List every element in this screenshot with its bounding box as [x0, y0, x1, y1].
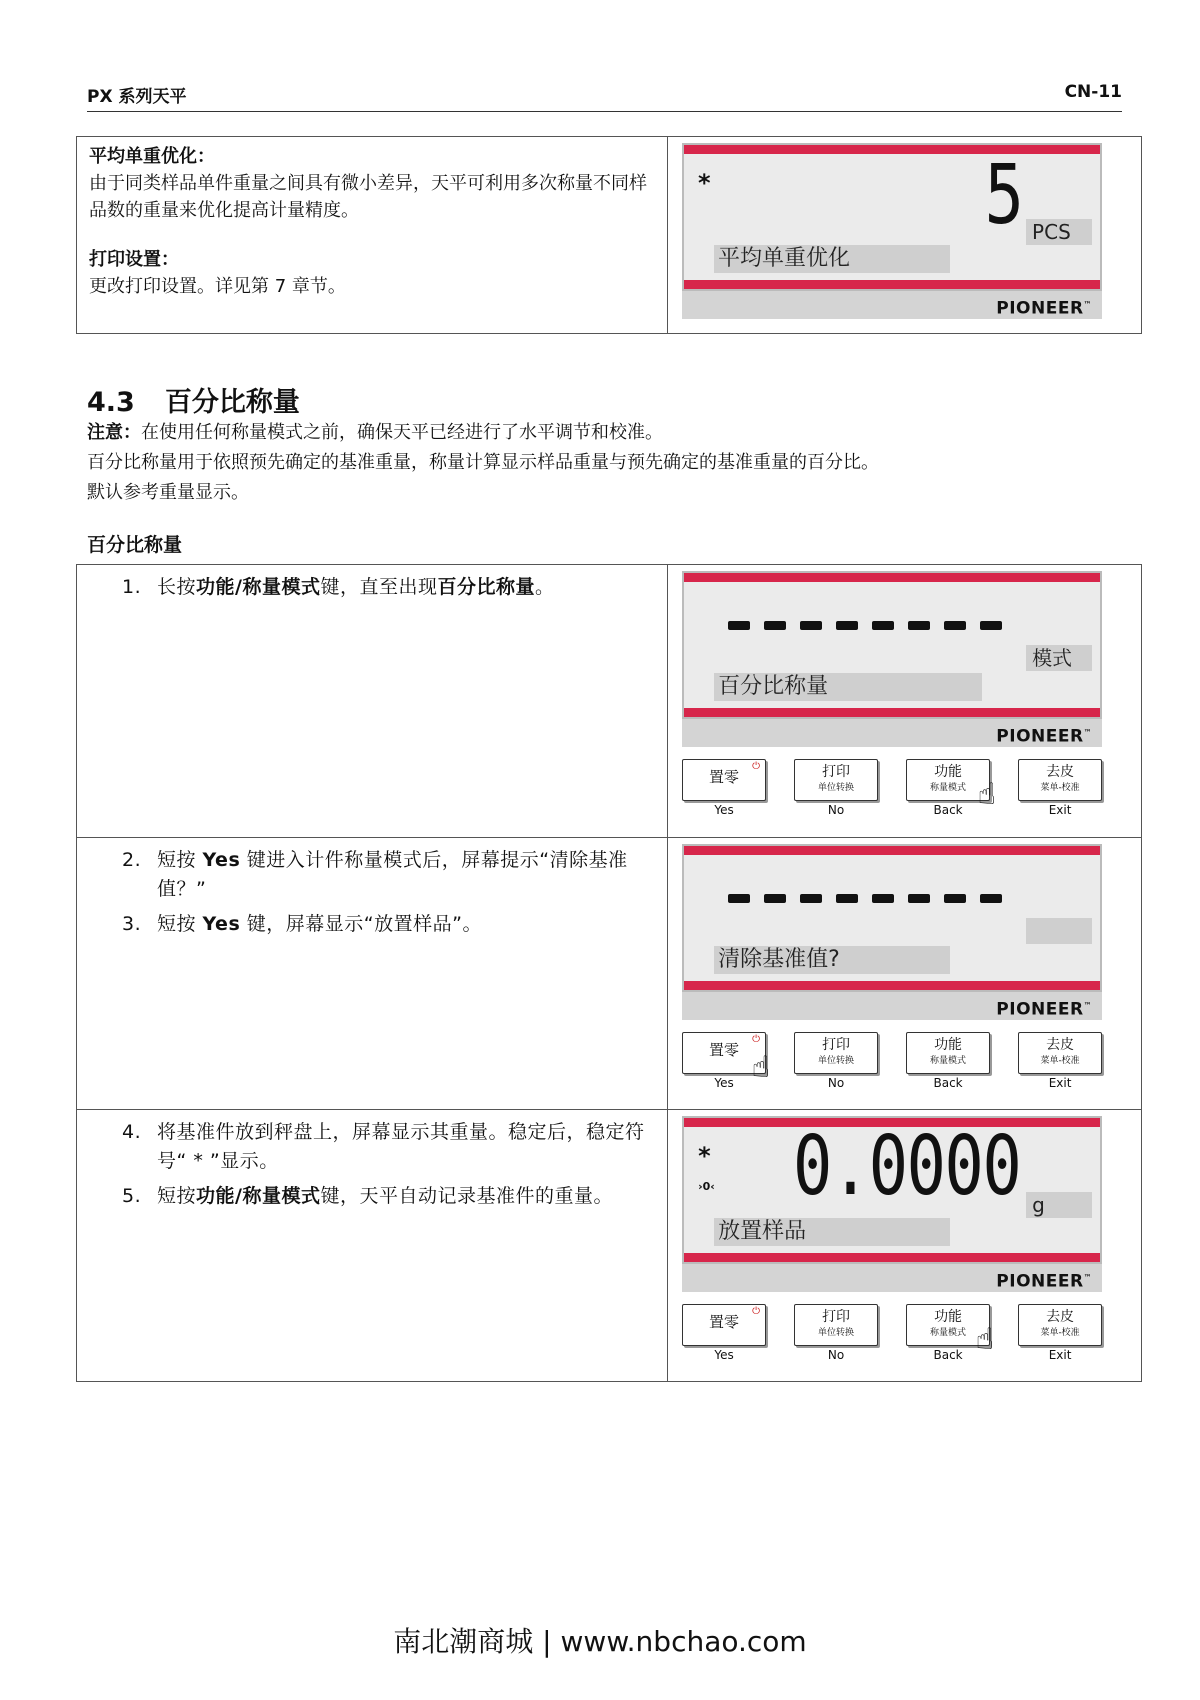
display-unit [1026, 918, 1092, 944]
steps-3-num: 4. [122, 1121, 142, 1143]
note-text: 在使用任何称量模式之前，确保天平已经进行了水平调节和校准。 [141, 422, 663, 443]
keypad [682, 759, 1102, 817]
pointer-hand-icon: ☝ [977, 777, 997, 812]
print-settings-title: 打印设置： [89, 249, 179, 270]
pointer-hand-icon: ☝ [751, 1050, 771, 1085]
step-4 [122, 1118, 655, 1176]
stable-indicator: * [698, 1142, 711, 1170]
brand-logo: PIONEER [996, 726, 1084, 747]
display-cell-1 [668, 565, 1142, 838]
section-number: 4.3 [87, 387, 135, 418]
keys-0-main: 置零 [682, 1304, 766, 1346]
keys-3-cap: Exit [1048, 803, 1072, 817]
steps-3-text: 将基准件放到秤盘上，屏幕显示其重量。稳定后，稳定符号“ * ”显示。 [157, 1121, 645, 1172]
keys-3-sub: 菜单-校准 [1040, 1328, 1080, 1338]
keys-2-main: 功能 [934, 764, 963, 780]
keys-3-main: 去皮 [1046, 764, 1075, 780]
steps-table [76, 564, 1142, 1382]
key-face [794, 1032, 878, 1074]
step-5 [122, 1182, 655, 1211]
top-display-cell [668, 137, 1142, 334]
key-face [1018, 1032, 1102, 1074]
steps-0-mid: 键，直至出现 [320, 576, 438, 598]
keys-1-cap: No [827, 1076, 845, 1090]
keys-1-cap: No [827, 803, 845, 817]
steps-1-b1: Yes [202, 849, 241, 871]
keys-1-main: 打印 [822, 1037, 851, 1053]
step-cell-1 [77, 565, 668, 838]
lcd-bottom-bar [684, 1253, 1100, 1262]
keys-3-main: 去皮 [1046, 1037, 1075, 1053]
display-percent-mode [682, 571, 1102, 817]
display-pcs [682, 143, 1102, 319]
lcd-bottom-bar [684, 708, 1100, 717]
function-key[interactable] [906, 1032, 990, 1090]
power-icon: ⏻ [752, 1034, 761, 1045]
page-header [87, 82, 1122, 112]
keys-1-main: 打印 [822, 1309, 851, 1325]
display-label: 百分比称量 [714, 673, 982, 701]
keys-0-cap: Yes [714, 803, 734, 817]
stable-indicator: * [698, 169, 711, 197]
steps-2-post: 键，屏幕显示“放置样品”。 [240, 913, 482, 935]
lcd-screen [682, 844, 1102, 992]
lcd-top-bar [684, 573, 1100, 582]
display-unit: g [1026, 1192, 1092, 1218]
steps-1-pre: 短按 [157, 849, 203, 871]
brand-bar: PIONEER™ [682, 1264, 1102, 1292]
top-text-cell [77, 137, 668, 334]
keys-1-sub: 单位转换 [818, 1328, 855, 1338]
lcd-screen [682, 571, 1102, 719]
print-key[interactable] [794, 1304, 878, 1362]
keys-0-cap: Yes [714, 1076, 734, 1090]
keys-0-cap: Yes [714, 1348, 734, 1362]
page-number: CN-11 [1064, 82, 1122, 102]
lcd-bottom-bar [684, 280, 1100, 289]
key-face [1018, 759, 1102, 801]
print-key[interactable] [794, 1032, 878, 1090]
display-cell-3 [668, 1110, 1142, 1382]
display-clear-reference [682, 844, 1102, 1090]
footer-watermark[interactable]: 南北潮商城 | www.nbchao.com [393, 1625, 807, 1658]
key-face [1018, 1304, 1102, 1346]
zero-key[interactable] [682, 1304, 766, 1362]
lcd-bottom-bar [684, 981, 1100, 990]
keys-1-sub: 单位转换 [818, 1056, 855, 1066]
brand-logo: PIONEER [996, 1271, 1084, 1292]
dash-segments [728, 894, 1002, 903]
display-cell-2 [668, 838, 1142, 1110]
steps-4-b1: 功能/称量模式 [196, 1185, 321, 1207]
display-unit: PCS [1026, 219, 1092, 245]
keys-2-cap: Back [933, 1076, 963, 1090]
zero-indicator: ›0‹ [698, 1180, 715, 1193]
section-title [87, 380, 300, 419]
step-3 [122, 910, 655, 939]
steps-4-post: 键，天平自动记录基准件的重量。 [320, 1185, 613, 1207]
avg-weight-title: 平均单重优化： [89, 146, 215, 167]
keys-3-cap: Exit [1048, 1076, 1072, 1090]
lcd-screen [682, 1116, 1102, 1264]
steps-1-post: 键进入计件称量模式后，屏幕提示“清除基准值？” [157, 849, 628, 900]
avg-weight-body: 由于同类样品单件重量之间具有微小差异，天平可利用多次称量不同样品数的重量来优化提高计量精度。 [89, 173, 647, 221]
brand-logo: PIONEER [996, 298, 1084, 319]
function-key[interactable] [906, 759, 997, 817]
lcd-top-bar [684, 846, 1100, 855]
keys-2-main: 功能 [934, 1309, 963, 1325]
intro-paragraph: 百分比称量用于依照预先确定的基准重量，称量计算显示样品重量与预先确定的基准重量的百分比。 [87, 452, 879, 473]
keys-2-cap: Back [933, 1348, 963, 1362]
keys-1-cap: No [827, 1348, 845, 1362]
default-paragraph: 默认参考重量显示。 [87, 482, 249, 503]
keys-3-main: 去皮 [1046, 1309, 1075, 1325]
keys-3-sub: 菜单-校准 [1040, 783, 1080, 793]
display-value: 0.0000 [792, 1119, 1021, 1214]
manual-title: PX 系列天平 [87, 87, 187, 107]
key-face [906, 1032, 990, 1074]
steps-0-b2: 百分比称量 [437, 576, 535, 598]
brand-bar: PIONEER™ [682, 992, 1102, 1020]
steps-4-pre: 短按 [157, 1185, 197, 1207]
brand-bar: PIONEER™ [682, 719, 1102, 747]
steps-4-num: 5. [122, 1185, 142, 1207]
keys-3-cap: Exit [1048, 1348, 1072, 1362]
keys-2-sub: 称量模式 [930, 1328, 967, 1338]
keys-2-sub: 称量模式 [930, 1056, 967, 1066]
note-label: 注意： [87, 422, 141, 443]
step-cell-3 [77, 1110, 668, 1382]
keys-1-main: 打印 [822, 764, 851, 780]
key-face [794, 1304, 878, 1346]
zero-key[interactable] [682, 759, 766, 817]
steps-0-pre: 长按 [157, 576, 197, 598]
key-face [794, 759, 878, 801]
dash-segments [728, 621, 1002, 630]
lcd-top-bar [684, 145, 1100, 154]
steps-2-b1: Yes [202, 913, 241, 935]
zero-key[interactable] [682, 1032, 771, 1090]
keys-2-sub: 称量模式 [930, 783, 967, 793]
steps-2-num: 3. [122, 913, 142, 935]
display-label: 放置样品 [714, 1218, 950, 1246]
steps-1-num: 2. [122, 849, 142, 871]
power-icon: ⏻ [752, 761, 761, 772]
keys-2-main: 功能 [934, 1037, 963, 1053]
steps-2-pre: 短按 [157, 913, 203, 935]
step-cell-2 [77, 838, 668, 1110]
steps-0-post: 。 [535, 576, 555, 598]
brand-bar: PIONEER™ [682, 291, 1102, 319]
print-key[interactable] [794, 759, 878, 817]
display-place-sample [682, 1116, 1102, 1362]
display-label: 平均单重优化 [714, 245, 950, 273]
display-value: 5 [984, 148, 1023, 243]
keys-2-cap: Back [933, 803, 963, 817]
lcd-screen [682, 143, 1102, 291]
pointer-hand-icon: ☝ [975, 1322, 995, 1357]
steps-0-num: 1. [122, 576, 142, 598]
keypad [682, 1304, 1102, 1362]
keys-0-main: 置零 [682, 1032, 766, 1074]
top-table [76, 136, 1142, 334]
tare-key[interactable] [1018, 1032, 1102, 1090]
note-paragraph [87, 418, 663, 448]
step-1 [122, 573, 655, 602]
power-icon: ⏻ [752, 1306, 761, 1317]
keypad [682, 1032, 1102, 1090]
brand-logo: PIONEER [996, 999, 1084, 1020]
keys-0-main: 置零 [682, 759, 766, 801]
tare-key[interactable] [1018, 1304, 1102, 1362]
tare-key[interactable] [1018, 759, 1102, 817]
keys-3-sub: 菜单-校准 [1040, 1056, 1080, 1066]
steps-0-b1: 功能/称量模式 [196, 576, 321, 598]
step-2 [122, 846, 655, 904]
display-label: 清除基准值? [714, 946, 950, 974]
subheading: 百分比称量 [87, 534, 183, 556]
print-settings-body: 更改打印设置。详见第 7 章节。 [89, 276, 346, 297]
keys-1-sub: 单位转换 [818, 783, 855, 793]
display-unit: 模式 [1026, 645, 1092, 671]
function-key[interactable] [906, 1304, 995, 1362]
section-title-text: 百分比称量 [164, 387, 300, 418]
